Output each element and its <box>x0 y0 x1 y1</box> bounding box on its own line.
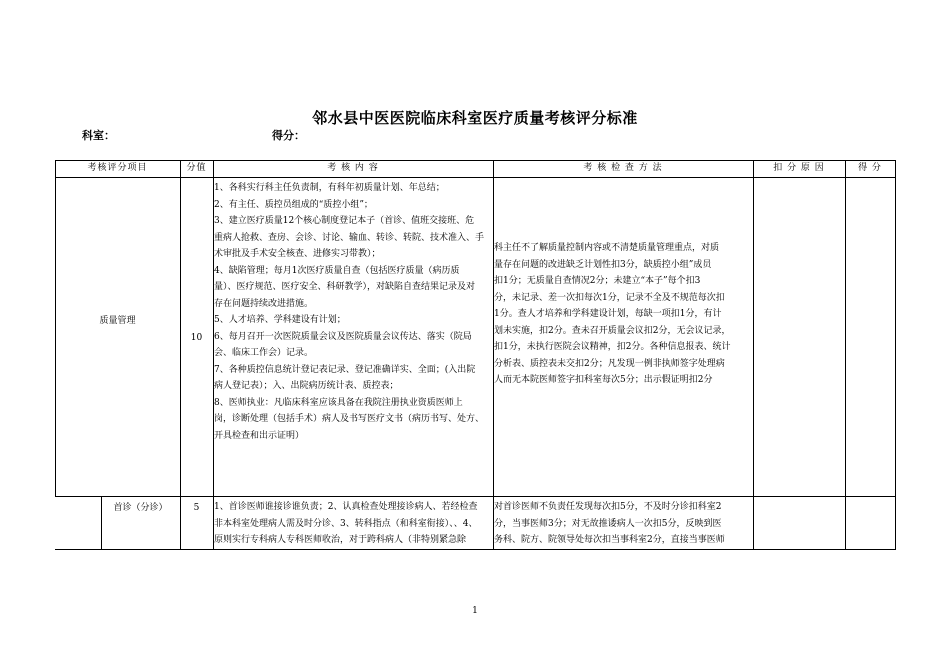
method-line: 划未实施，扣2分。查未召开质量会议扣2分，无会议记录， <box>494 325 731 336</box>
content-line: 开具检查和出示证明） <box>214 430 305 441</box>
method-line: 扣1分，未执行医院会议精神，扣2分。各种信息报表、统计 <box>494 342 731 352</box>
content-line: 3、建立医疗质量12个核心制度登记本子（首诊、值班交接班、危 <box>214 216 475 226</box>
content-line: 术审批及手术安全核查、进修实习带教）； <box>214 249 381 259</box>
content-line: 量）、医疗规范、医疗安全、科研教学），对缺陷自查结果记录及对 <box>214 282 476 292</box>
row2-content <box>214 499 493 549</box>
header-score: 分值 <box>186 163 207 173</box>
content-line: 7、各种质控信息统计登记表记录、登记准确详实、全面；(入出院 <box>214 364 476 375</box>
method-line: 对首诊医师不负责任发现每次扣5分，不及时分诊扣科室2 <box>494 502 722 512</box>
row2-item: 首诊（分诊） <box>113 503 168 513</box>
document-title: 邻水县中医医院临床科室医疗质量考核评分标准 <box>312 109 638 127</box>
content-line: 1、首诊医师谁接诊谁负责；2、认真检查处理接诊病人、若经检查 <box>214 502 478 512</box>
content-line: 非本科室处理病人需及时分诊、3、转科指点（和科室衔接）、、4、 <box>214 518 478 529</box>
page-number: 1 <box>472 606 478 616</box>
content-line: 会、临床工作会）记录。 <box>214 348 314 358</box>
row1-item: 质量管理 <box>99 316 136 326</box>
content-line: 6、每月召开一次医院质量会议及医院质量会议传达、落实（院局 <box>214 331 472 342</box>
method-line: 务科、院方、院领导处每次扣当事科室2分，直接当事医师 <box>494 535 725 545</box>
content-line: 1、各科实行科主任负责制，有科年初质量计划、年总结； <box>214 183 445 193</box>
header-deduction-reason: 扣 分 原 因 <box>773 163 825 173</box>
content-line: 4、缺陷管理；每月1次医疗质量自查（包括医疗质量（病历质 <box>214 265 460 276</box>
row1-score: 10 <box>190 333 203 343</box>
row2-method <box>494 499 753 549</box>
header-method: 考 核 检 查 方 法 <box>583 163 663 173</box>
method-line: 分，当事医师3分；对无故推诿病人一次扣5分，反映到医 <box>494 518 722 529</box>
row1-method <box>494 240 753 389</box>
method-line: 1分。查人才培养和学科建设计划，每缺一项扣1分，有计 <box>494 309 722 319</box>
method-line: 分，未记录、差一次扣每次1分，记录不全及不规范每次扣 <box>494 292 725 303</box>
header-content: 考 核 内 容 <box>327 163 379 173</box>
method-line: 人而无本院医师签字扣科室每次5分；出示假证明扣2分 <box>494 375 713 385</box>
score-label: 得分： <box>272 129 305 142</box>
content-line: 8、医师执业：凡临床科室应该具备在我院注册执业资质医师上 <box>214 397 463 408</box>
header-item: 考核评分项目 <box>87 163 148 173</box>
content-line: 岗，诊断处理（包括手术）病人及书写医疗文书（病历书写、处方、 <box>214 414 485 424</box>
method-line: 量存在问题的改进缺乏计划性扣3分，缺质控小组”成员 <box>494 259 712 270</box>
content-line: 2、有主任、质控员组成的“质控小组”； <box>214 199 373 210</box>
content-line: 5、人才培养、学科建设有计划； <box>214 315 346 325</box>
method-line: 扣1分；无质量自查情况2分；未建立“本子”每个扣3 <box>494 276 701 286</box>
content-line: 病人登记表）；入、出院病历统计表、质控表； <box>214 381 399 391</box>
header-points: 得 分 <box>858 163 882 173</box>
method-line: 分析表、质控表未交扣2分；凡发现一例非执师签字处理病 <box>494 358 725 369</box>
method-line: 科主任不了解质量控制内容或不清楚质量管理重点，对质 <box>494 243 720 253</box>
row1-content <box>214 180 493 444</box>
department-label: 科室： <box>82 129 115 142</box>
content-line: 原则实行专科病人专科医师收治，对于跨科病人（非特别紧急除 <box>214 535 467 545</box>
row2-score: 5 <box>193 503 200 513</box>
content-line: 重病人抢救、查房、会诊、讨论、输血、转诊、转院、技术准入、手 <box>214 232 485 243</box>
content-line: 存在问题持续改进措施。 <box>214 298 314 309</box>
